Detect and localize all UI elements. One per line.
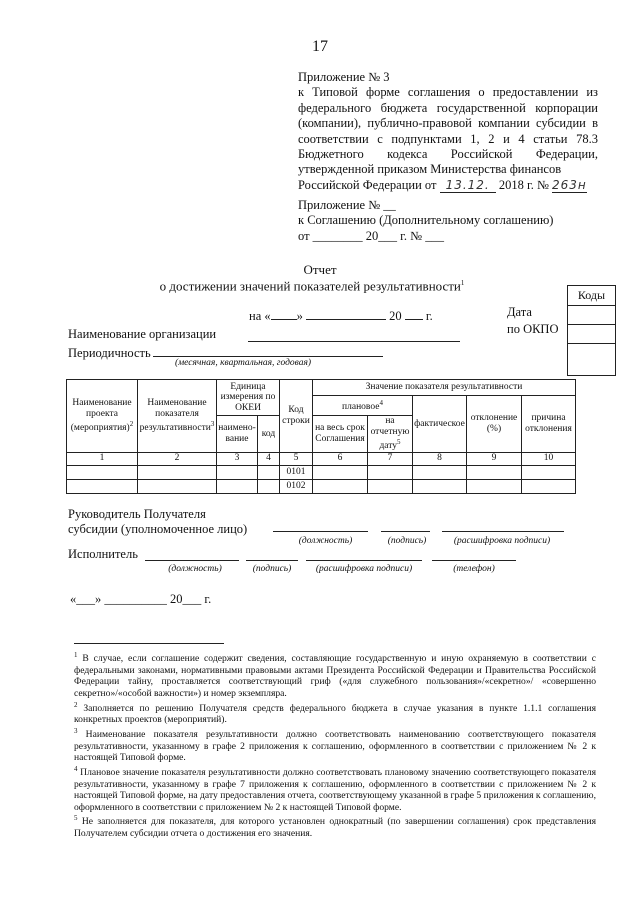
executor-decoding-caption: (расшифровка подписи)	[315, 564, 413, 574]
executor-phone-caption: (телефон)	[453, 564, 495, 574]
footnote: $^4$ Плановое значение показателя результативности должно соответствовать плановому значению соответствующего показателя результативности, указанному в графе 7 приложения к соглашению, оформленного в соответствии с приложением № 2 к настоящей Типовой форме, на дату предоставления отчета, соответствующему указанной в графе 5 приложения к соглашению, оформленного в соответствии с приложением № 2 к настоящей Типовой форме.	[74, 764, 596, 813]
table-cell[interactable]	[368, 479, 413, 493]
executor-signature-caption: (подпись)	[252, 564, 292, 574]
agreement-appendix-line3: от ________ 20___ г. № ___	[298, 228, 444, 243]
codes-okpo-label: по ОКПО	[507, 322, 559, 336]
table-cell[interactable]	[467, 479, 522, 493]
head-signature-line[interactable]	[381, 531, 430, 532]
th-line-code: Код строки	[280, 380, 313, 453]
th-reason: причина отклонения	[522, 396, 576, 453]
th-indicator: Наименование показателя результативности$^3$	[138, 380, 217, 453]
indicators-table	[66, 379, 576, 494]
table-cell[interactable]	[467, 465, 522, 479]
order-number: 263н	[552, 177, 587, 192]
codes-table	[567, 285, 616, 376]
footnote: $^1$ В случае, если соглашение содержит сведения, составляющие государственную и иную охраняемую в соответствии с федеральными законами, нормативными правовыми актами Президента Российской Федерации и Правительства Российской Федерации тайну, проставляется соответствующий гриф («для служебного пользования»/«секретно»/ «совершенно секретно»/«особой важности») и номер экземпляра.	[74, 651, 596, 699]
codes-periodicity-cell[interactable]	[568, 344, 616, 376]
table-cell[interactable]	[522, 465, 576, 479]
executor-decoding-line[interactable]	[306, 560, 422, 561]
report-date-year: 20	[389, 309, 402, 323]
executor-label: Исполнитель	[68, 547, 138, 561]
report-date-prefix: на «	[249, 309, 271, 323]
col-number: 4	[258, 452, 280, 465]
periodicity-line[interactable]	[153, 356, 383, 357]
th-deviation: отклонение (%)	[467, 396, 522, 453]
report-subtitle-text: о достижении значений показателей результативности	[159, 278, 461, 294]
col-number: 9	[467, 452, 522, 465]
head-position-caption: (должность)	[298, 536, 353, 546]
col-number: 8	[413, 452, 467, 465]
footnote-divider	[74, 643, 224, 644]
report-date-line	[249, 309, 433, 324]
agreement-appendix-title: Приложение № __	[298, 198, 396, 212]
table-cell[interactable]	[313, 465, 368, 479]
head-signature-caption: (подпись)	[387, 536, 427, 546]
col-number: 3	[217, 452, 258, 465]
report-subtitle-sup: 1	[460, 279, 465, 287]
periodicity-caption: (месячная, квартальная, годовая)	[174, 358, 312, 368]
col-number: 10	[522, 452, 576, 465]
head-position-line[interactable]	[273, 531, 368, 532]
codes-okpo-cell[interactable]	[568, 325, 616, 344]
head-decoding-caption: (расшифровка подписи)	[453, 536, 551, 546]
head-label-1: Руководитель Получателя	[68, 507, 206, 521]
row-code: 0102	[280, 479, 313, 493]
codes-header: Коды	[568, 286, 616, 306]
table-cell[interactable]	[258, 465, 280, 479]
th-value: Значение показателя результативности	[313, 380, 576, 396]
report-date-mid: »	[296, 309, 303, 323]
table-cell[interactable]	[217, 479, 258, 493]
order-date: 13.12.	[440, 178, 496, 193]
footnote: $^3$ Наименование показателя результативности должно соответствовать наименованию соответствующего показателя результативности, указанному в графе 2 приложения к соглашению, оформленного в соответствии с приложением № 2 к настоящей Типовой форме.	[74, 726, 596, 764]
footnote: $^5$ Не заполняется для показателя, для которого установлен однократный (по завершении соглашения) срок представления Получателем субсидии отчета о достижения его значения.	[74, 814, 596, 840]
table-row	[67, 465, 576, 479]
appendix-title: Приложение № 3	[298, 70, 390, 84]
report-sign-date: «___» __________ 20___ г.	[70, 592, 212, 606]
page-number: 17	[312, 38, 328, 55]
th-unit-name: наимено-вание	[217, 416, 258, 453]
th-unit: Единица измерения по ОКЕИ	[217, 380, 280, 416]
table-cell[interactable]	[258, 479, 280, 493]
table-cell[interactable]	[368, 465, 413, 479]
org-label: Наименование организации	[68, 327, 217, 341]
appendix-last-line	[298, 178, 598, 193]
table-cell[interactable]	[313, 479, 368, 493]
col-number: 5	[280, 452, 313, 465]
table-cell[interactable]	[217, 465, 258, 479]
table-cell[interactable]	[138, 479, 217, 493]
footnote: $^2$ Заполняется по решению Получателя средств федерального бюджета в случае указания в пункте 1.1.1 соглашения конкретных проектов (мероприятий).	[74, 700, 596, 726]
th-unit-code: код	[258, 416, 280, 453]
table-row	[67, 479, 576, 493]
executor-position-line[interactable]	[145, 560, 239, 561]
col-number: 6	[313, 452, 368, 465]
executor-position-caption: (должность)	[168, 564, 222, 574]
table-cell[interactable]	[67, 465, 138, 479]
executor-signature-line[interactable]	[246, 560, 298, 561]
head-decoding-line[interactable]	[442, 531, 564, 532]
col-number: 7	[368, 452, 413, 465]
table-cell[interactable]	[67, 479, 138, 493]
th-project: Наименование проекта (мероприятия)$^2$	[67, 380, 138, 453]
report-subtitle	[0, 276, 632, 293]
footnotes	[74, 650, 596, 840]
appendix-last-line-prefix: Российской Федерации от	[298, 177, 437, 192]
table-cell[interactable]	[522, 479, 576, 493]
table-cell[interactable]	[413, 465, 467, 479]
column-numbers-row	[67, 452, 576, 465]
report-title: Отчет	[303, 262, 337, 277]
head-label-2: субсидии (уполномоченное лицо)	[68, 522, 248, 536]
th-actual: фактическое	[413, 396, 467, 453]
table-cell[interactable]	[413, 479, 467, 493]
executor-phone-line[interactable]	[432, 560, 516, 561]
th-planned-full: на весь срок Соглашения	[313, 416, 368, 453]
col-number: 2	[138, 452, 217, 465]
periodicity-label: Периодичность	[68, 346, 151, 360]
row-code: 0101	[280, 465, 313, 479]
table-cell[interactable]	[138, 465, 217, 479]
th-planned: плановое$^4$	[313, 396, 413, 416]
appendix-header	[298, 70, 598, 193]
codes-date-label: Дата	[507, 305, 532, 319]
report-date-suffix: г.	[425, 309, 433, 323]
codes-date-cell[interactable]	[568, 306, 616, 325]
org-line[interactable]	[248, 341, 460, 342]
agreement-appendix	[298, 198, 598, 244]
col-number: 1	[67, 452, 138, 465]
agreement-appendix-line2: к Соглашению (Дополнительному соглашению)	[298, 213, 554, 228]
appendix-body: к Типовой форме соглашения о предоставлении из федерального бюджета государственной корпорации (компании), публично-правовой компании субсидии в соответствии с подпунктами 1, 2 и 4 статьи 78.3 Бюджетного кодекса Российской Федерации, утвержденной приказом Министерства финансов	[298, 85, 598, 177]
th-planned-report: на отчетную дату$^5$	[368, 416, 413, 453]
appendix-year: 2018 г. №	[498, 177, 549, 192]
